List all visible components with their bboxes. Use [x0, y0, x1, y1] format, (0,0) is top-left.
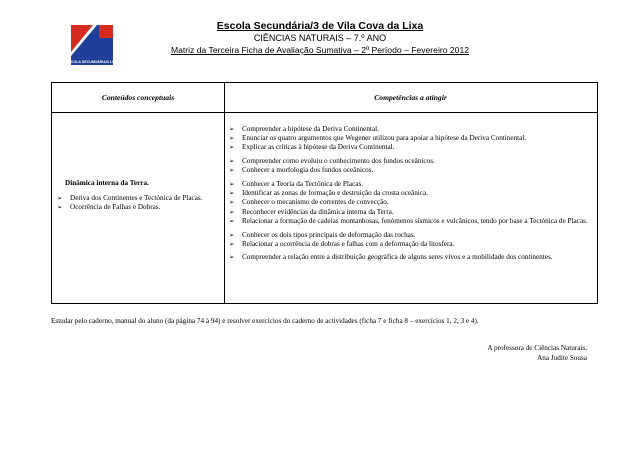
study-note: Estudar pelo caderno, manual do aluno (da página 74 à 94) e resolver exercícios do caderno de actividades (ficha 7 e ficha 8 – exercícios 1, 2, 3 e 4).	[51, 317, 479, 325]
arrow-bullet-icon: ➢	[229, 166, 235, 175]
list-item-text: Conhecer o mecanismo de correntes de convecção.	[242, 198, 389, 207]
list-item	[228, 180, 590, 189]
list-item	[228, 157, 590, 166]
arrow-bullet-icon: ➢	[229, 198, 235, 207]
matrix-title: Matriz da Terceira Ficha de Avaliação Sumativa – 2º Período – Fevereiro 2012	[170, 45, 470, 55]
logo-text: ESCOLA SECUNDÁRIA/3 LIXA	[66, 60, 118, 64]
arrow-bullet-icon: ➢	[229, 180, 235, 189]
list-item-text: Compreender a relação entre a distribuição geográfica de alguns seres vivos e a mobilidade dos continentes.	[242, 253, 553, 262]
list-item-text: Compreender como evoluiu o conhecimento dos fundos oceânicos.	[242, 157, 435, 166]
column-divider	[224, 83, 225, 303]
arrow-bullet-icon: ➢	[57, 194, 63, 202]
list-item-text: Compreender a hipótese da Deriva Continental.	[242, 125, 379, 133]
signature-block	[487, 344, 587, 363]
competencies-cell	[228, 125, 590, 267]
header-divider	[52, 112, 597, 113]
list-item	[228, 217, 590, 226]
arrow-bullet-icon: ➢	[229, 134, 235, 143]
list-item-text: Reconhecer evidências da dinâmica interna da Terra.	[242, 207, 394, 216]
list-item	[228, 198, 590, 207]
signature-role: A professora de Ciências Naturais,	[487, 344, 587, 352]
arrow-bullet-icon: ➢	[229, 216, 235, 225]
conceptual-contents-cell	[56, 179, 218, 212]
document-header	[0, 0, 640, 80]
list-item-text: Deriva dos Continentes e Tectónica de Placas.	[70, 194, 203, 202]
arrow-bullet-icon: ➢	[229, 230, 235, 239]
arrow-bullet-icon: ➢	[57, 203, 63, 212]
list-item	[228, 189, 590, 198]
competency-group	[228, 253, 590, 262]
list-item-text: Conhecer os dois tipos principais de deformação das rochas.	[242, 230, 416, 239]
list-item-text: Explicar as críticas à hipótese da Deriva Continental.	[242, 143, 395, 152]
arrow-bullet-icon: ➢	[229, 125, 235, 133]
list-item	[228, 240, 590, 249]
topic-title: Dinâmica interna da Terra.	[65, 179, 149, 187]
list-item	[228, 125, 590, 134]
list-item-text: Relacionar a ocorrência de dobras e falhas com a deformação da litosfera.	[242, 239, 455, 248]
column-header-competencies: Competências a atingir	[374, 93, 447, 102]
competency-group	[228, 157, 590, 175]
competency-group	[228, 231, 590, 249]
competency-group	[228, 125, 590, 153]
list-item-text: Conhecer a Teoria da Tectónica de Placas.	[242, 180, 364, 189]
list-item-text: Conhecer a morfologia dos fundos oceânicos.	[242, 166, 374, 175]
topic-list	[56, 194, 218, 212]
arrow-bullet-icon: ➢	[229, 239, 235, 248]
list-item	[228, 253, 590, 262]
arrow-bullet-icon: ➢	[229, 189, 235, 198]
list-item	[228, 166, 590, 175]
school-name: Escola Secundária/3 de Vila Cova da Lixa	[216, 20, 424, 32]
list-item	[56, 194, 218, 203]
list-item	[228, 134, 590, 143]
list-item	[228, 143, 590, 152]
arrow-bullet-icon: ➢	[229, 143, 235, 152]
arrow-bullet-icon: ➢	[229, 157, 235, 166]
competency-group	[228, 180, 590, 226]
arrow-bullet-icon: ➢	[229, 207, 235, 216]
matrix-table	[51, 82, 598, 304]
column-header-contents: Conteúdos conceptuais	[101, 93, 175, 102]
list-item-text: Ocorrência de Falhas e Dobras.	[70, 203, 161, 212]
signature-name: Ana Judite Sousa	[537, 353, 587, 362]
list-item	[228, 208, 590, 217]
arrow-bullet-icon: ➢	[229, 253, 235, 262]
list-item-text: Identificar as zonas de formação e destruição da crosta oceânica.	[242, 189, 428, 198]
list-item-text: Relacionar a formação de cadeias montanhosas, fenómenos sísmicos e vulcânicos, tendo por base a Tectónica de Placas.	[242, 216, 588, 225]
subject-title: CIÊNCIAS NATURAIS – 7.º ANO	[253, 33, 387, 43]
list-item-text: Enunciar os quatro argumentos que Wegener utilizou para apoiar a hipótese da Deriva Continental.	[242, 134, 527, 143]
list-item	[56, 203, 218, 212]
list-item	[228, 231, 590, 240]
